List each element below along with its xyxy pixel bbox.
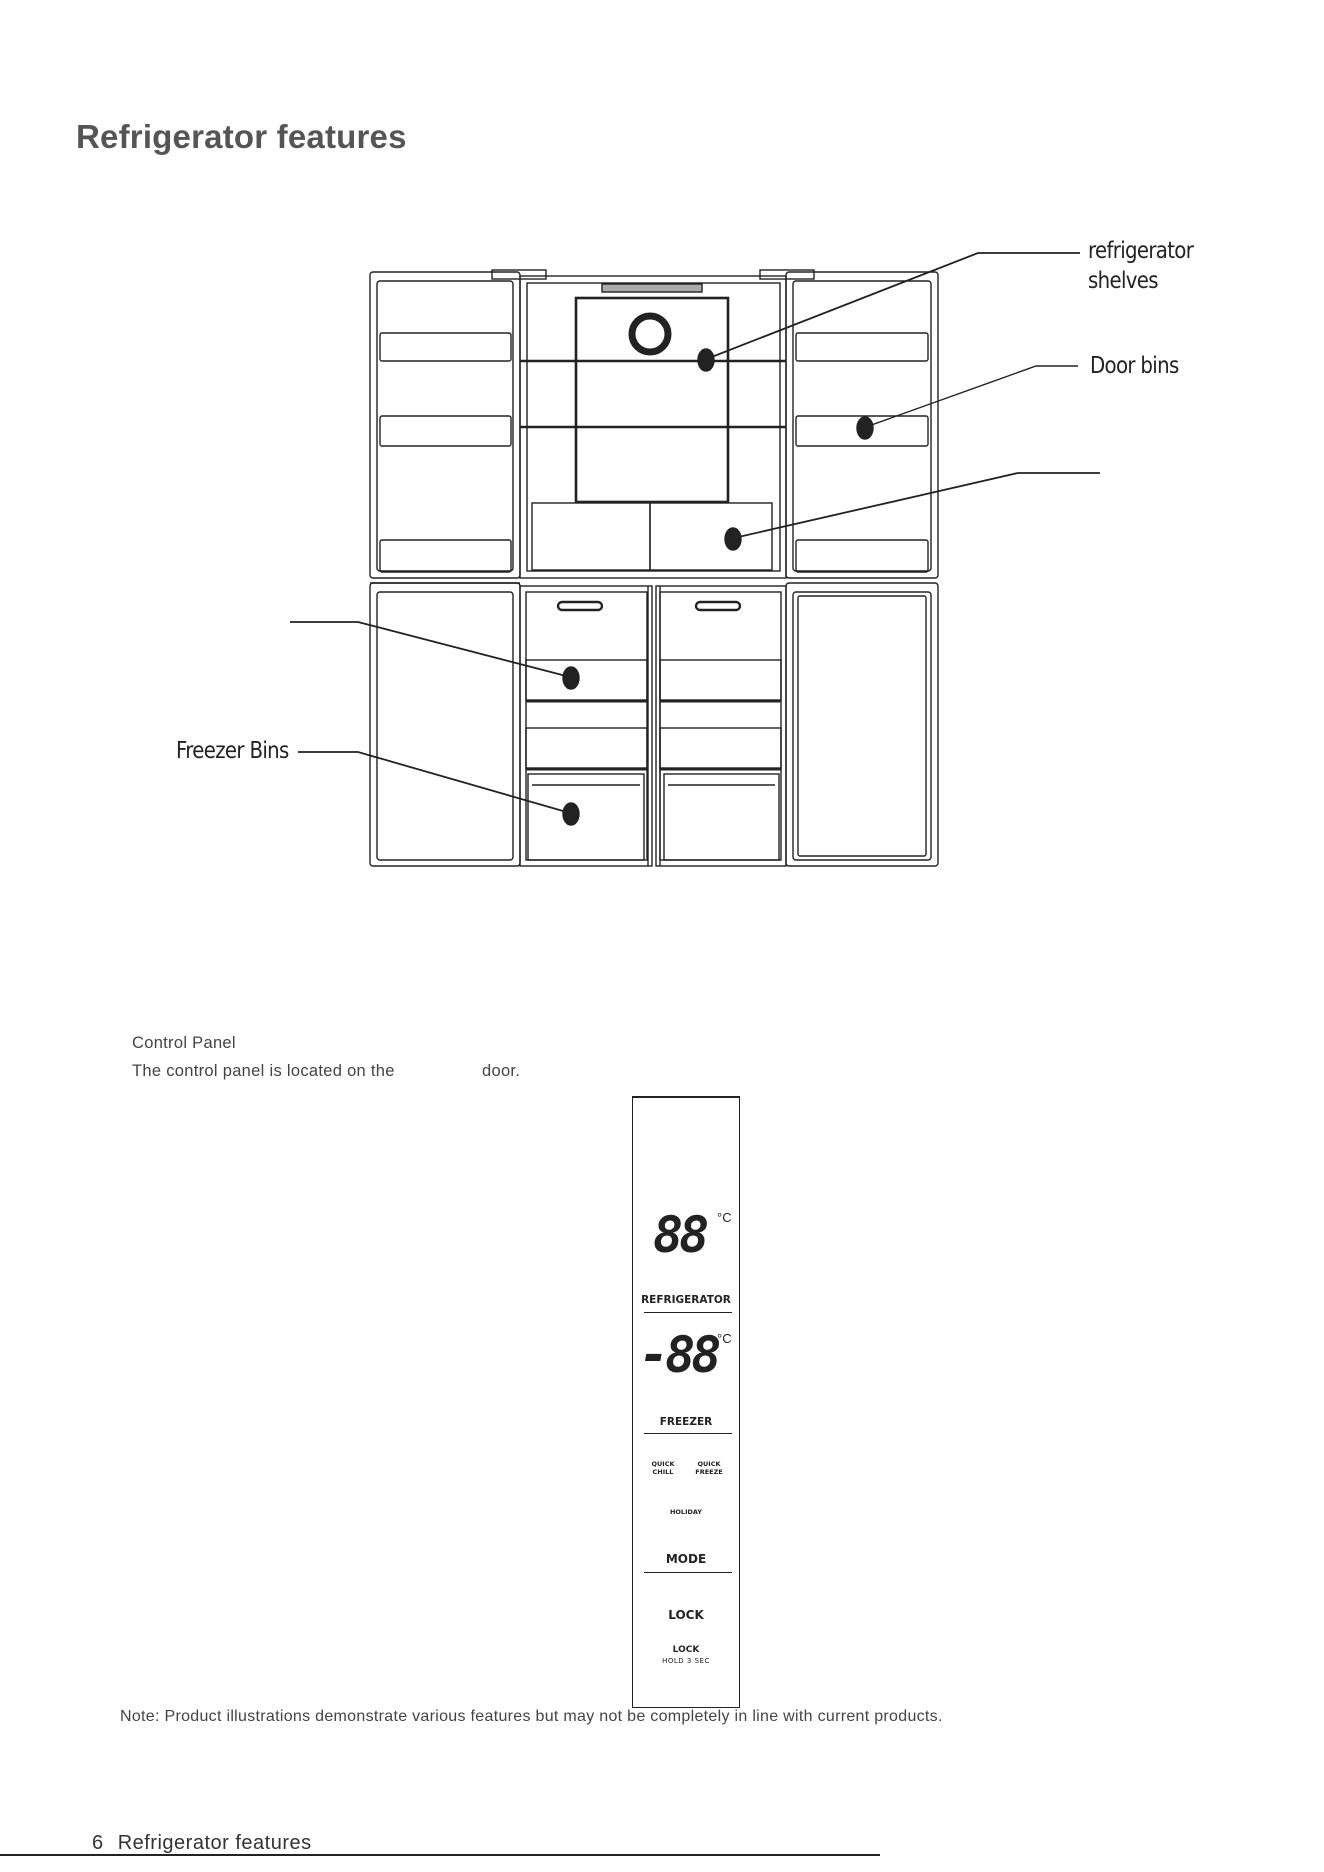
quick-freeze-button[interactable]	[689, 1460, 729, 1476]
control-panel	[632, 1096, 740, 1708]
lock-hold-hint: HOLD 3 SEC	[662, 1657, 710, 1665]
control-panel-description-end: door.	[482, 1062, 521, 1080]
page-footer	[92, 1832, 312, 1855]
quick-freeze-line1: QUICK	[697, 1460, 721, 1468]
callout-refrigerator-shelves-line1: refrigerator	[1088, 238, 1194, 264]
refrigerator-label: REFRIGERATOR	[641, 1294, 731, 1306]
refrigerator-temp-display: 88	[653, 1206, 706, 1264]
mode-button[interactable]: MODE	[665, 1552, 707, 1566]
refrigerator-temp-unit: °C	[717, 1210, 732, 1225]
quick-chill-button[interactable]	[643, 1460, 683, 1476]
page-number: 6	[92, 1832, 104, 1854]
control-panel-heading: Control Panel	[132, 1034, 236, 1052]
refrigerator-button-line[interactable]	[644, 1312, 732, 1313]
lock-button[interactable]: LOCK	[668, 1608, 704, 1622]
freezer-temp-unit: °C	[717, 1331, 732, 1346]
callout-freezer-bins: Freezer Bins	[176, 738, 289, 764]
freezer-button-line[interactable]	[644, 1433, 732, 1434]
footer-divider	[0, 1854, 880, 1856]
control-panel-description: The control panel is located on the	[132, 1062, 395, 1080]
lock-small-label: LOCK	[672, 1645, 700, 1655]
freezer-label: FREEZER	[659, 1416, 713, 1428]
callout-door-bins: Door bins	[1090, 353, 1179, 379]
quick-freeze-line2: FREEZE	[695, 1468, 723, 1476]
footer-section-title: Refrigerator features	[117, 1832, 312, 1854]
quick-chill-line2: CHILL	[652, 1468, 674, 1476]
freezer-temp-display: -88	[639, 1326, 718, 1384]
callout-refrigerator-shelves-line2: shelves	[1088, 268, 1158, 294]
mode-button-line	[644, 1572, 732, 1573]
page-title: Refrigerator features	[76, 118, 407, 155]
holiday-button[interactable]: HOLIDAY	[669, 1508, 703, 1516]
quick-chill-line1: QUICK	[651, 1460, 675, 1468]
note-text: Note: Product illustrations demonstrate various features but may not be completely in line with current products.	[120, 1708, 943, 1725]
